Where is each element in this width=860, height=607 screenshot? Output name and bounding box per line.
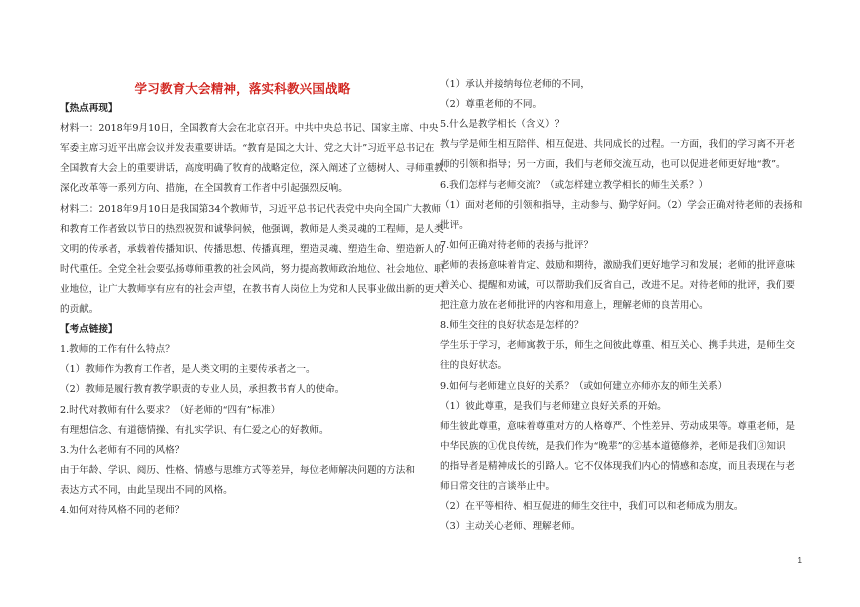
text-line: 有理想信念、有道德情操、有扎实学识、有仁爱之心的好教师。 (60, 424, 329, 436)
text-line: 1.教师的工作有什么特点？ (60, 344, 175, 356)
text-line: 4.如何对待风格不同的老师？ (60, 505, 185, 516)
text-line: 【考点链接】 (60, 324, 118, 336)
text-line: （1）教师作为教育工作者，是人类文明的主要传承者之一。 (60, 364, 316, 376)
text-line: 3.为什么老师有不同的风格？ (60, 444, 185, 456)
text-line: 时代重任。全党全社会要弘扬尊师重教的社会风尚，努力提高教师政治地位、社会地位、职 (60, 263, 444, 275)
text-line: （1）彼此尊重，是我们与老师建立良好关系的开始。 (440, 400, 667, 412)
text-line: 6.我们怎样与老师交流？（或怎样建立教学相长的师生关系？） (440, 179, 709, 191)
text-line: 【热点再现】 (60, 103, 118, 114)
text-line: （2）尊重老师的不同。 (440, 99, 543, 111)
text-line: 7.如何正确对待老师的表扬与批评？ (440, 239, 594, 251)
text-line: （2）在平等相待、相互促进的师生交往中，我们可以和老师成为朋友。 (440, 501, 744, 513)
text-line: 由于年龄、学识、阅历、性格、情感与思维方式等差异，每位老师解决问题的方法和 (60, 464, 415, 476)
text-line: （3）主动关心老师、理解老师。 (440, 521, 581, 533)
text-line: 业地位，让广大教师享有应有的社会声望，在教书育人岗位上为党和人民事业做出新的更大 (60, 283, 444, 295)
text-line: 的贡献。 (60, 304, 99, 315)
text-line: 老师的表扬意味着肯定、鼓励和期待，激励我们更好地学习和发展；老师的批评意味 (440, 259, 795, 271)
text-line: 师的引领和指导；另一方面，我们与老师交流互动，也可以促进老师更好地“教”。 (440, 159, 786, 171)
text-line: 师生彼此尊重，意味着尊重对方的人格尊严、个性差异、劳动成果等。尊重老师，是 (440, 420, 795, 432)
text-line: 中华民族的①优良传统，是我们作为“晚辈”的②基本道德修养，老师是我们③知识 (440, 440, 786, 452)
text-line: 学生乐于学习，老师寓教于乐，师生之间彼此尊重、相互关心、携手共进，是师生交 (440, 340, 795, 352)
text-line: （1）承认并接纳每位老师的不同， (440, 79, 591, 90)
text-line: 把注意力放在老师批评的内容和用意上，理解老师的良苦用心。 (440, 300, 709, 312)
text-line: （2）教师是履行教育教学职责的专业人员，承担教书育人的使命。 (60, 384, 345, 396)
text-line: 着关心、提醒和劝诫，可以帮助我们反省自己，改进不足。对待老师的批评，我们要 (440, 280, 795, 291)
text-line: 表达方式不同，由此呈现出不同的风格。 (60, 484, 233, 496)
text-line: 材料一：2018年9月10日，全国教育大会在北京召开。中共中央总书记、国家主席、中央 (60, 123, 439, 135)
text-line: 深化改革等一系列方向、措施，在全国教育工作者中引起强烈反响。 (60, 183, 348, 195)
text-line: 9.如何与老师建立良好的关系？（或如何建立亦师亦友的师生关系） (440, 380, 728, 392)
page-number: 1 (797, 556, 802, 565)
text-line: 往的良好状态。 (440, 360, 508, 372)
text-line: 批评。 (440, 219, 469, 231)
text-line: 材料二：2018年9月10日是我国第34个教师节，习近平总书记代表党中央向全国广大教师 (60, 203, 442, 215)
page-title: 学习教育大会精神，落实科教兴国战略 (134, 81, 351, 96)
text-line: 文明的传承者，承载着传播知识、传播思想、传播真理，塑造灵魂、塑造生命、塑造新人的 (60, 243, 444, 255)
text-line: 8.师生交往的良好状态是怎样的？ (440, 320, 584, 332)
text-line: 2.时代对教师有什么要求？（好老师的“四有”标准） (60, 404, 281, 416)
text-line: 5.什么是教学相长（含义）？ (440, 119, 565, 131)
text-line: （1）面对老师的引领和指导，主动参与、勤学好问。（2）学会正确对待老师的表扬和 (440, 199, 803, 211)
text-line: 全国教育大会上的重要讲话，高度明确了牧育的战略定位，深入阐述了立德树人、寻师重教、 (60, 163, 454, 175)
text-line: 的指导者是精神成长的引路人。它不仅体现我们内心的情感和态度，而且表现在与老 (440, 460, 795, 472)
text-line: 和教育工作者致以节日的热烈祝贺和诚挚问候，他强调，教师是人类灵魂的工程师，是人类 (60, 223, 444, 235)
text-line: 师日常交往的言谈举止中。 (440, 481, 556, 492)
text-line: 军委主席习近平出席会议并发表重要讲话。“教育是国之大计、党之大计”习近平总书记在 (60, 143, 435, 155)
text-line: 教与学是师生相互陪伴、相互促进、共同成长的过程。一方面，我们的学习离不开老 (440, 139, 795, 151)
